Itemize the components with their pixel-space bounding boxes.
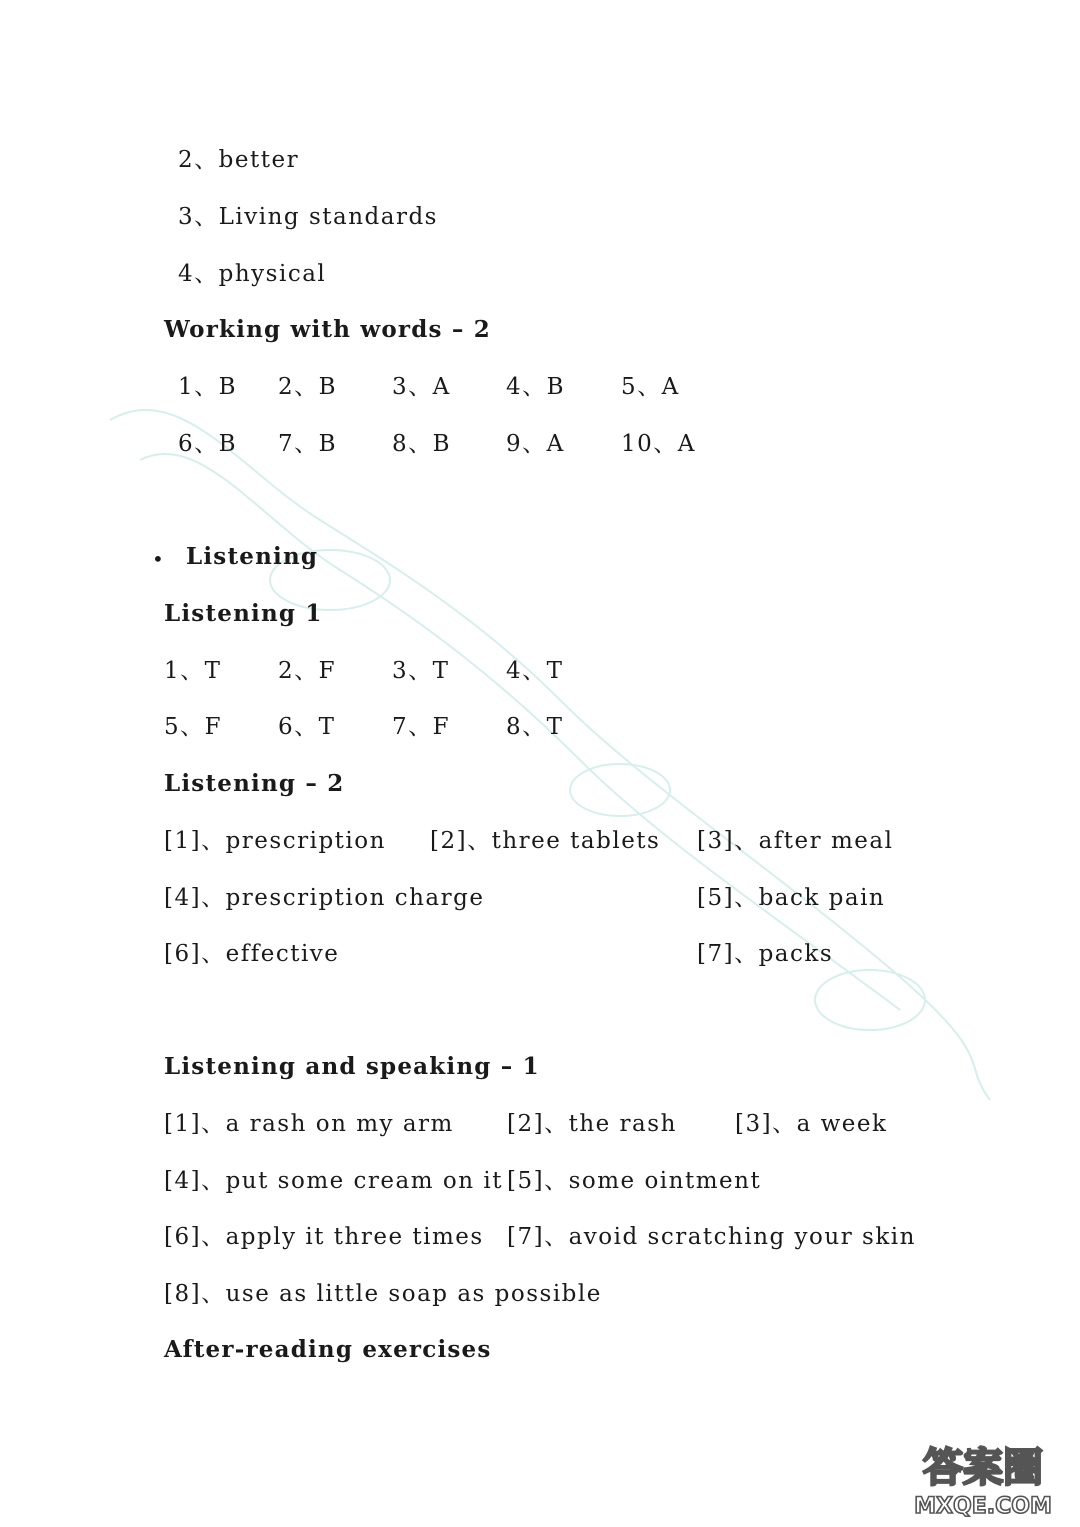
working-with-words-2-title: Working with words – 2 xyxy=(164,316,491,343)
answer-cell: 6、T xyxy=(278,714,336,740)
blank-answer: [7]、packs xyxy=(697,941,834,967)
logo-top-text: 答案圈 xyxy=(923,1445,1043,1491)
word-item-2: 2、better xyxy=(178,147,300,173)
blank-answer: [3]、a week xyxy=(735,1111,888,1137)
answer-cell: 3、A xyxy=(392,374,451,400)
blank-answer: [2]、three tablets xyxy=(430,828,661,854)
logo-bottom-text: MXQE.COM xyxy=(914,1494,1052,1519)
blank-answer: [2]、the rash xyxy=(507,1111,677,1137)
answer-cell: 3、T xyxy=(392,658,450,684)
answer-cell: 7、B xyxy=(278,431,338,457)
blank-answer: [1]、a rash on my arm xyxy=(164,1111,454,1137)
answer-cell: 9、A xyxy=(506,431,565,457)
listening-2-title: Listening – 2 xyxy=(164,770,345,797)
blank-answer: [8]、use as little soap as possible xyxy=(164,1281,602,1307)
site-logo xyxy=(908,1433,1058,1521)
answer-cell: 2、F xyxy=(278,658,337,684)
after-reading-title: After-reading exercises xyxy=(164,1336,492,1363)
answer-cell: 1、B xyxy=(178,374,238,400)
answer-cell: 4、T xyxy=(506,658,564,684)
word-item-4: 4、physical xyxy=(178,261,327,287)
blank-answer: [6]、apply it three times xyxy=(164,1224,484,1250)
blank-answer: [3]、after meal xyxy=(697,828,894,854)
blank-answer: [4]、prescription charge xyxy=(164,885,485,911)
answer-cell: 8、B xyxy=(392,431,452,457)
blank-answer: [1]、prescription xyxy=(164,828,386,854)
blank-answer: [5]、some ointment xyxy=(507,1168,762,1194)
answer-cell: 7、F xyxy=(392,714,451,740)
listening-1-title: Listening 1 xyxy=(164,600,323,627)
blank-answer: [4]、put some cream on it xyxy=(164,1168,503,1194)
answer-cell: 2、B xyxy=(278,374,338,400)
blank-answer: [7]、avoid scratching your skin xyxy=(507,1224,916,1250)
bullet-point: • xyxy=(152,547,164,571)
word-item-3: 3、Living standards xyxy=(178,204,438,230)
answer-cell: 5、A xyxy=(621,374,680,400)
answer-cell: 1、T xyxy=(164,658,222,684)
listening-section-title: Listening xyxy=(186,543,319,570)
answer-cell: 8、T xyxy=(506,714,564,740)
answer-cell: 6、B xyxy=(178,431,238,457)
blank-answer: [6]、effective xyxy=(164,941,340,967)
answer-cell: 4、B xyxy=(506,374,566,400)
blank-answer: [5]、back pain xyxy=(697,885,886,911)
answer-cell: 10、A xyxy=(621,431,696,457)
listening-speaking-1-title: Listening and speaking – 1 xyxy=(164,1053,540,1080)
answer-cell: 5、F xyxy=(164,714,223,740)
